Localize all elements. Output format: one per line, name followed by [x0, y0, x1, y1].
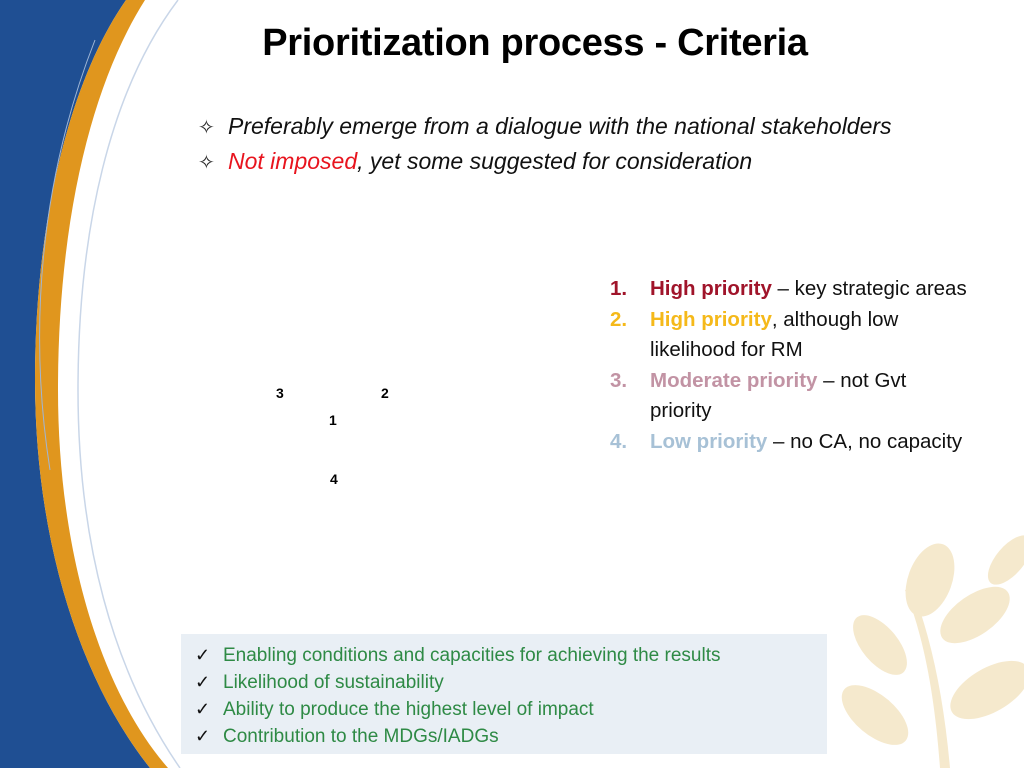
bullet-item [198, 110, 892, 145]
bullet-highlight: Not imposed [228, 148, 358, 174]
bullet-text: , yet some suggested for consideration [357, 148, 753, 174]
priority-number: 1. [610, 277, 628, 300]
criteria-text: Contribution to the MDGs/IADGs [223, 726, 499, 747]
leaf-sprig-watermark [832, 528, 1024, 768]
priority-label: High priority [650, 277, 772, 300]
priority-number: 4. [610, 429, 628, 453]
priority-description: – no CA, no capacity [767, 429, 963, 453]
priority-description: – key strategic areas [771, 277, 967, 300]
priority-item [608, 305, 968, 366]
criteria-panel [181, 634, 827, 754]
criteria-text: Ability to produce the highest level of impact [223, 699, 594, 720]
intro-bullets [198, 110, 892, 180]
four-pointed-star-icon: ✧ [198, 152, 215, 174]
criteria-list [181, 634, 827, 750]
check-mark-icon: ✓ [195, 672, 211, 692]
criteria-text: Likelihood of sustainability [223, 672, 444, 693]
criteria-item [195, 696, 827, 723]
criteria-item [195, 642, 827, 669]
priority-description: , although low likelihood for RM [650, 307, 899, 361]
diagram-number: 3 [276, 385, 284, 401]
slide-title: Prioritization process - Criteria [262, 22, 808, 64]
priority-item [608, 274, 968, 305]
check-mark-icon: ✓ [195, 645, 211, 665]
priority-label: Low priority [650, 429, 768, 453]
priority-item [608, 366, 968, 427]
check-mark-icon: ✓ [195, 726, 211, 746]
priority-description: – not Gvt priority [650, 368, 907, 422]
diagram-number: 4 [330, 471, 338, 487]
priority-label: High priority [650, 307, 772, 331]
bullet-item [198, 145, 892, 180]
criteria-text: Enabling conditions and capacities for achieving the results [223, 645, 721, 666]
priority-item [608, 427, 968, 458]
bullet-text: Preferably emerge from a dialogue with the national stakeholders [228, 113, 892, 139]
criteria-item [195, 669, 827, 696]
priority-list [608, 274, 968, 457]
check-mark-icon: ✓ [195, 699, 211, 719]
priority-number: 3. [610, 368, 628, 392]
diagram-number: 2 [381, 385, 389, 401]
diagram-number: 1 [329, 412, 337, 428]
priority-number: 2. [610, 307, 628, 331]
four-pointed-star-icon: ✧ [198, 117, 215, 139]
priority-label: Moderate priority [650, 368, 818, 392]
criteria-item [195, 723, 827, 750]
